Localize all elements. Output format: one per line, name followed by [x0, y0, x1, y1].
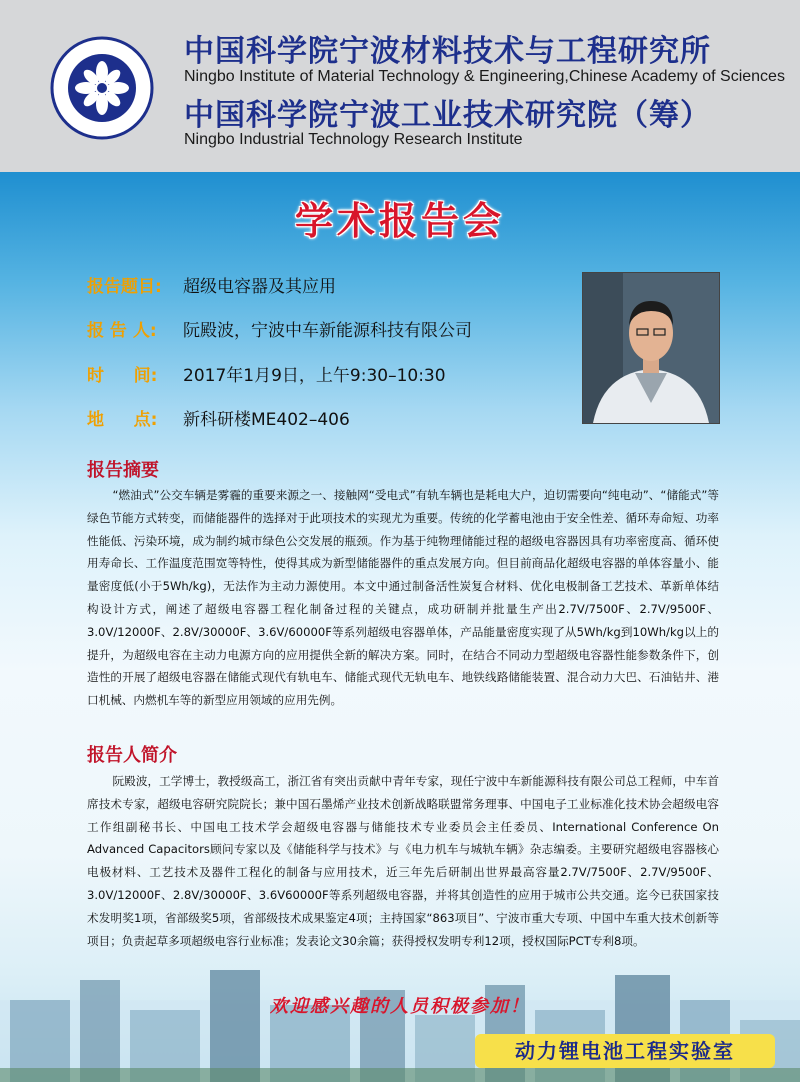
info-time: [87, 361, 446, 386]
info-topic: [87, 272, 336, 297]
abstract-heading: 报告摘要: [87, 460, 159, 481]
cas-logo: [50, 36, 154, 140]
info-place: [87, 405, 350, 430]
research-institute-name-en: Ningbo Industrial Technology Research Institute: [184, 131, 523, 148]
welcome-message: 欢迎感兴趣的人员积极参加！: [270, 996, 530, 1017]
abstract-text: “燃油式”公交车辆是雾霾的重要来源之一、接触网“受电式”有轨车辆也是耗电大户，迫切需要向“纯电动”、“储能式”等绿色节能方式转变，而储能器件的选择对于此项技术的实现尤为重要。传统的化学蓄电池由于安全性差、循环寿命短、功率性能低、污染环境，成为制约城市绿色公交发展的瓶颈。作为基于纯物理储能过程的超级电容器因具有功率密度高、循环使用寿命长、工作温度范围宽等特性，使得其成为新型储能器件的重点发展方向。但目前商品化超级电容器的单体容量小、能量密度低(小于5Wh/kg)，无法作为主动力源使用。本文中通过制备活性炭复合材料、优化电极制备工艺技术、革新单体结构设计方式，阐述了超级电容器工程化制备过程的关键点，成功研制并批量生产出2.7V/7500F、2.7V/9500F、3.0V/12000F、2.8V/30000F、3.6V/60000F等系列超级电容器单体，产品能量密度实现了从5Wh/kg到10Wh/kg以上的提升，为超级电容在主动力电源方向的应用提供全新的解决方案。同时，在结合不同动力型超级电容器性能参数条件下，创造性的开展了超级电容器在储能式现代有轨电车、储能式现代无轨电车、地铁线路储能装置、混合动力大巴、石油钻井、港口机械、内燃机车等的新型应用领域的应用先例。: [87, 488, 719, 708]
bio-heading: 报告人简介: [87, 745, 177, 766]
institute-name-cn: 中国科学院宁波材料技术与工程研究所: [184, 34, 711, 69]
institute-name-en: Ningbo Institute of Material Technology & Engineering,Chinese Academy of Sciences: [184, 68, 785, 85]
topic-label: 报告题目:: [87, 277, 162, 297]
time-value: 2017年1月9日，上午9:30–10:30: [183, 366, 446, 386]
topic-value: 超级电容器及其应用: [183, 277, 336, 297]
time-label: 时 间:: [87, 366, 158, 386]
place-value: 新科研楼ME402–406: [183, 410, 350, 430]
speaker-value: 阮殿波，宁波中车新能源科技有限公司: [183, 321, 472, 341]
poster-title: 学术报告会: [294, 198, 505, 243]
bio-text: 阮殿波，工学博士，教授级高工，浙江省有突出贡献中青年专家，现任宁波中车新能源科技有限公司总工程师，中车首席技术专家，超级电容研究院院长；兼中国石墨烯产业技术创新战略联盟常务理事、中国电子工业标准化技术协会超级电容工作组副秘书长、中国电工技术学会超级电容器与储能技术专业委员会主任委员、International Conference On Advanced Capacitors顾问专家以及《储能科学与技术》与《电力机车与城轨车辆》杂志编委。主要研究超级电容器核心电极材料、工艺技术及器件工程化的制备与应用技术，近三年先后研制出世界最高容量2.7V/7500F、2.7V/9500F、3.0V/12000F、2.8V/30000F、3.6V60000F等系列超级电容器，并将其创造性的应用于城市公共交通。迄今已获国家技术发明奖1项，省部级奖5项，省部级技术成果鉴定4项；主持国家“863项目”、宁波市重大专项、中国中车重大技术创新等项目；负责起草多项超级电容行业标准；发表论文30余篇；获得授权发明专利12项，授权国际PCT专利8项。: [87, 774, 719, 948]
info-speaker: [87, 316, 472, 341]
speaker-photo: [582, 272, 720, 424]
speaker-label: 报 告 人:: [87, 321, 157, 341]
research-institute-name-cn: 中国科学院宁波工业技术研究院（筹）: [184, 98, 711, 133]
header-band: [0, 0, 800, 172]
lab-name-badge: 动力锂电池工程实验室: [475, 1034, 775, 1068]
place-label: 地 点:: [87, 410, 158, 430]
